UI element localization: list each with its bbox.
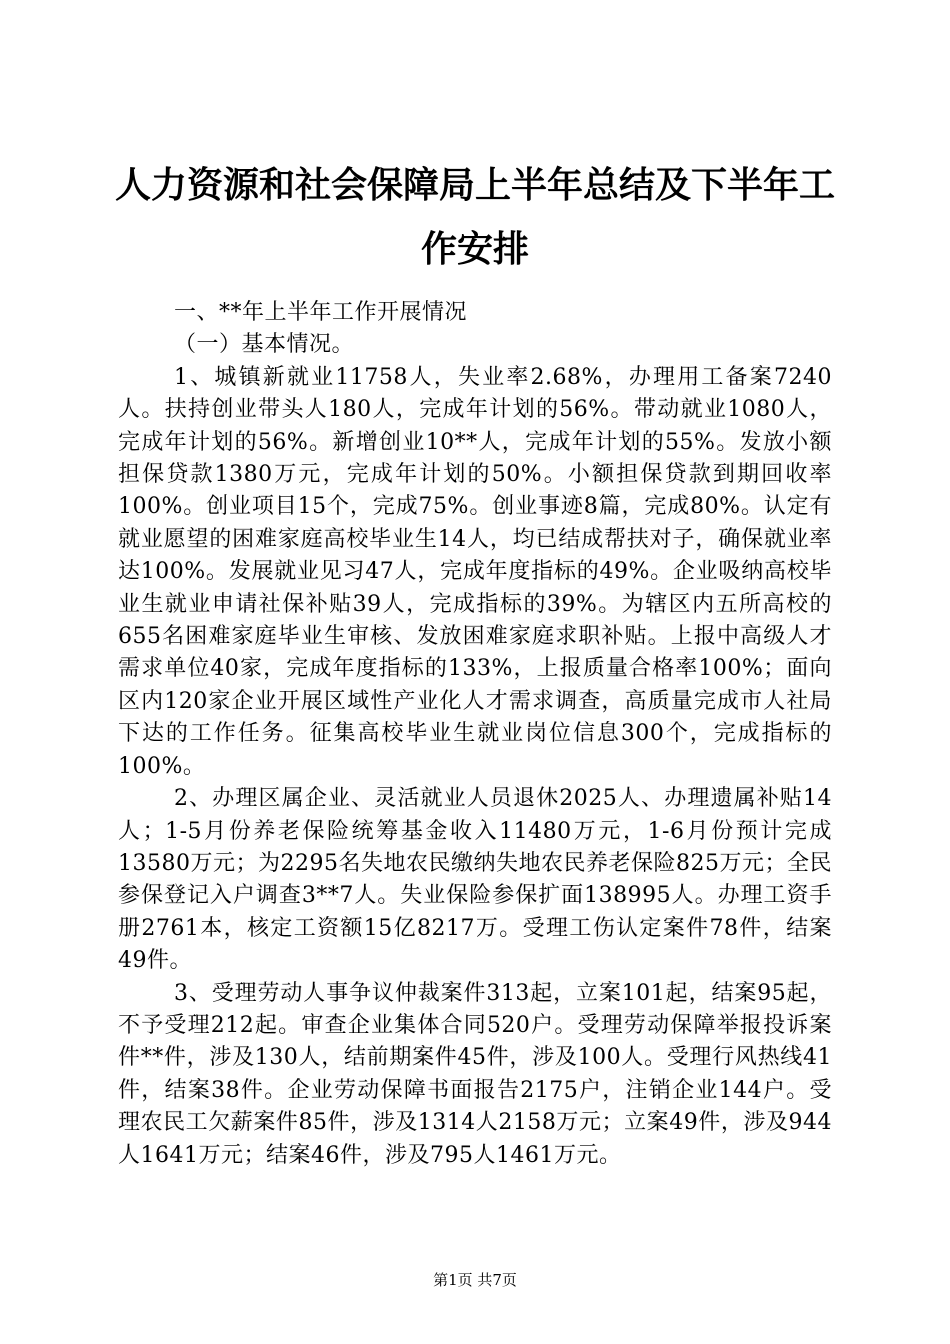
paragraph: 3、受理劳动人事争议仲裁案件313起，立案101起，结案95起，不予受理212起。审查企业集体合同520户。受理劳动保障举报投诉案件**件，涉及130人，结前期案件45件，涉及100人。受理行风热线41件，结案38件。企业劳动保障书面报告2175户，注销企业144户。受理农民工欠薪案件85件，涉及1314人2158万元；立案49件，涉及944人1641万元；结案46件，涉及795人1461万元。: [118, 980, 832, 1168]
document-title: 人力资源和社会保障局上半年总结及下半年工作安排: [115, 165, 836, 270]
paragraph: 2、办理区属企业、灵活就业人员退休2025人、办理遗属补贴14人；1-5月份养老保险统筹基金收入11480万元，1-6月份预计完成13580万元；为2295名失地农民缴纳失地农民养老保险825万元；全民参保登记入户调查3**7人。失业保险参保扩面138995人。办理工资手册2761本，核定工资额15亿8217万。受理工伤认定案件78件，结案49件。: [118, 786, 832, 974]
section-heading: 一、**年上半年工作开展情况: [174, 300, 468, 325]
page-footer: 第1页 共7页: [433, 1271, 517, 1289]
document-body: [118, 297, 832, 1172]
subsection-heading: （一）基本情况。: [174, 332, 355, 358]
paragraph: 1、城镇新就业11758人，失业率2.68%，办理用工备案7240人。扶持创业带头人180人，完成年计划的56%。带动就业1080人，完成年计划的56%。新增创业10**人，完成年计划的55%。发放小额担保贷款1380万元，完成年计划的50%。小额担保贷款到期回收率100%。创业项目15个，完成75%。创业事迹8篇，完成80%。认定有就业愿望的困难家庭高校毕业生14人，均已结成帮扶对子，确保就业率达100%。发展就业见习47人，完成年度指标的49%。企业吸纳高校毕业生就业申请社保补贴39人，完成指标的39%。为辖区内五所高校的655名困难家庭毕业生审核、发放困难家庭求职补贴。上报中高级人才需求单位40家，完成年度指标的133%，上报质量合格率100%；面向区内120家企业开展区域性产业化人才需求调查，高质量完成市人社局下达的工作任务。征集高校毕业生就业岗位信息300个，完成指标的100%。: [118, 364, 832, 779]
